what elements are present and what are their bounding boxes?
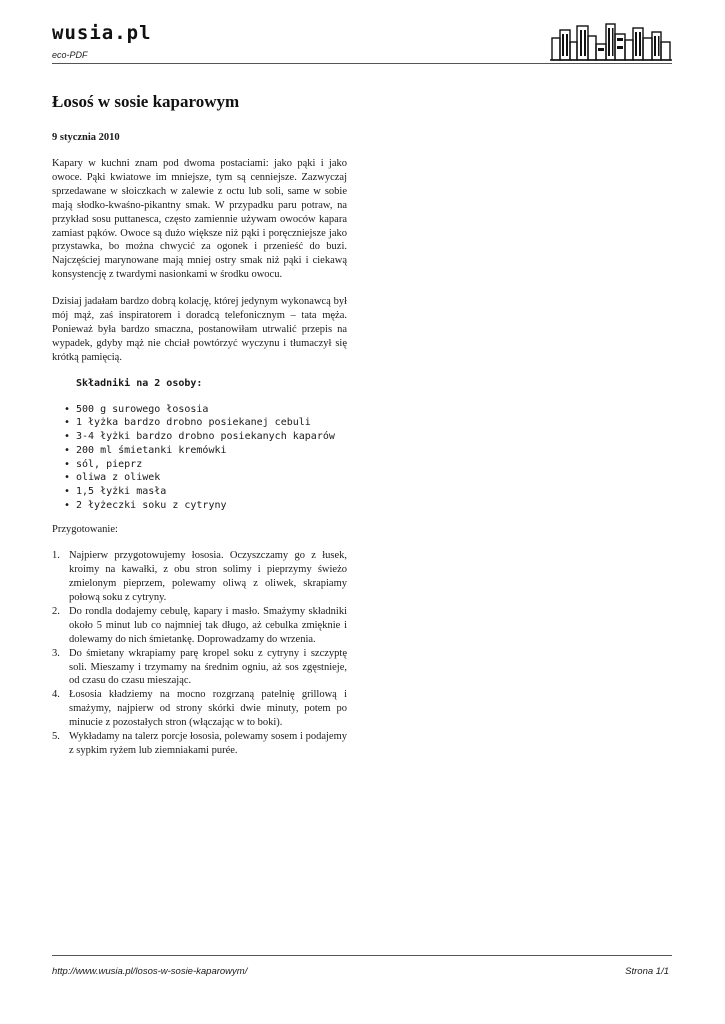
- preparation-steps: [52, 549, 347, 758]
- story-paragraph: Dzisiaj jadałam bardzo dobrą kolację, której jedynym wykonawcą był mój mąż, zaś inspiratorem i doradcą telefonicznym – tata męża. Ponieważ była bardzo smaczna, postanowiłam utrwalić przepis na wypadek, gdyby mąż nie chciał powtórzyć wyczynu i tłumaczył się krótką pamięcią.: [52, 296, 347, 363]
- ingredient-item: • 500 g surowego łososia: [64, 403, 347, 417]
- preparation-step: Najpierw przygotowujemy łososia. Oczyszczamy go z łusek, kroimy na kawałki, z obu stron solimy i pieprzymy świeżo zmielonym pieprzem, polewamy oliwą z oliwek, skrapiamy połową soku z cytryny.: [69, 550, 347, 604]
- ingredients-list: [64, 403, 347, 513]
- preparation-label: Przygotowanie:: [52, 524, 118, 536]
- preparation-step: Wykładamy na talerz porcje łososia, polewamy sosem i podajemy z sypkim ryżem lub ziemniakami purée.: [69, 731, 347, 756]
- intro-paragraph: Kapary w kuchni znam pod dwoma postaciami: jako pąki i jako owoce. Pąki kwiatowe im mniejsze, tym są cenniejsze. Zazwyczaj sprzedawane w słoiczkach w zalewie z octu lub soli, same w sobie mają słodko-kwaśno-pikantny smak. W przypadku paru potraw, na przykład sosu puttanesca, często zamiennie używam owoców kapara zamiast pąków. Owoce są dużo większe niż pąki i poręczniejsze jako przystawka, bo można chwycić za ogonek i przenieść do buzi. Najczęściej marynowane mają mniej ostry smak niż pąki i ciekawą konsystencję z twardymi nasionkami w środku owocu.: [52, 158, 347, 281]
- footer-divider: [52, 955, 672, 956]
- ingredient-item: • 1 łyżka bardzo drobno posiekanej cebuli: [64, 416, 347, 430]
- ingredients-title: Składniki na 2 osoby:: [76, 377, 203, 389]
- header-divider: [52, 63, 672, 64]
- preparation-step: Do śmietany wkrapiamy parę kropel soku z cytryny i szczyptę soli. Mieszamy i trzymamy na średnim ogniu, aż sos zgęstnieje, od czasu do czasu mieszając.: [69, 647, 347, 687]
- site-name[interactable]: wusia.pl: [52, 22, 152, 44]
- article-date: 9 stycznia 2010: [52, 132, 120, 143]
- ingredient-item: • 2 łyżeczki soku z cytryny: [64, 499, 347, 513]
- ingredients-block: [64, 378, 347, 513]
- page-number: Strona 1/1: [625, 966, 669, 977]
- ingredient-item: • sól, pieprz: [64, 458, 347, 472]
- footer-url-link[interactable]: http://www.wusia.pl/losos-w-sosie-kaparowym/: [52, 966, 248, 977]
- ingredient-item: • oliwa z oliwek: [64, 471, 347, 485]
- preparation-step: Do rondla dodajemy cebulę, kapary i masło. Smażymy składniki około 5 minut lub co najmniej tak długo, aż cebulka zmięknie i dolewamy do nich śmietankę. Doprowadzamy do wrzenia.: [69, 605, 347, 645]
- ingredient-item: • 200 ml śmietanki kremówki: [64, 444, 347, 458]
- ingredient-item: • 3-4 łyżki bardzo drobno posiekanych kaparów: [64, 430, 347, 444]
- site-subtitle: eco-PDF: [52, 50, 88, 60]
- page-header: [52, 22, 672, 64]
- city-skyline-logo: [550, 22, 672, 62]
- article-content: [52, 92, 347, 758]
- ingredient-item: • 1,5 łyżki masła: [64, 485, 347, 499]
- preparation-step: Łososia kładziemy na mocno rozgrzaną patelnię grillową i smażymy, najpierw od strony skórki dwie minuty, potem po minucie z pozostałych stron (włączając w to boki).: [69, 689, 347, 729]
- article-title: Łosoś w sosie kaparowym: [52, 92, 240, 111]
